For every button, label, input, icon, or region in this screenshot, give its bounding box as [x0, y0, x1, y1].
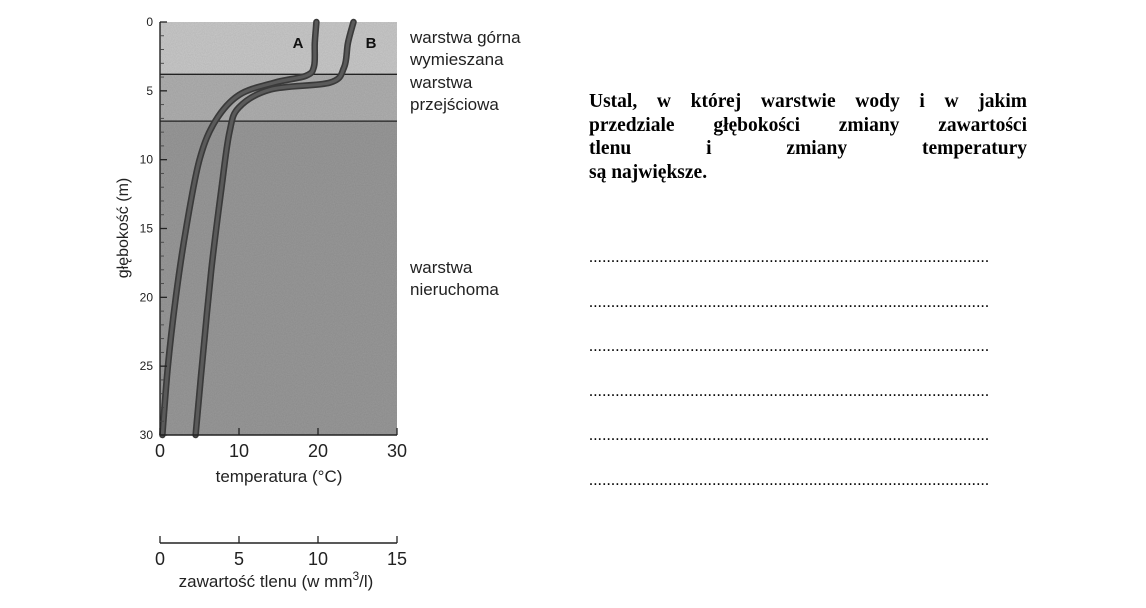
- y-tick-label: 5: [146, 83, 153, 98]
- y-axis-label: głębokość (m): [115, 177, 132, 279]
- layer-label-still-line2: nieruchoma: [410, 280, 499, 299]
- layer-label-upper-line1: warstwa górna: [410, 28, 521, 47]
- series-label-b: B: [365, 35, 377, 52]
- x2-axis-label-sup: 3: [352, 569, 360, 583]
- layer-label-upper: [409, 28, 521, 69]
- y-tick-label: 15: [139, 221, 153, 236]
- question-line: przedziale głębokości zmiany zawartości: [589, 114, 1027, 136]
- y-tick-label: 10: [139, 152, 153, 167]
- answer-line[interactable]: ...........................................................................................: [589, 293, 990, 311]
- x2-axis-label: [179, 569, 374, 591]
- y-tick-label: 25: [139, 359, 153, 374]
- x2-tick-label: 5: [233, 549, 245, 569]
- layer-label-upper-line2: wymieszana: [410, 50, 504, 69]
- y-tick-label: 0: [146, 15, 153, 29]
- question-line: tlenu i zmiany temperatury: [589, 138, 1027, 159]
- answer-line[interactable]: ...........................................................................................: [589, 382, 990, 400]
- answer-line[interactable]: ...........................................................................................: [589, 249, 990, 266]
- x2-tick-label: 0: [154, 549, 166, 569]
- x-tick-label: 0: [154, 441, 166, 461]
- x-axis-label: temperatura (°C): [215, 467, 343, 486]
- answer-area[interactable]: [589, 248, 1029, 516]
- layer-label-still-line1: warstwa: [410, 258, 473, 277]
- layer-label-transition: [409, 73, 499, 114]
- layer-label-still: [409, 258, 499, 299]
- x2-axis-label-suffix: /l): [359, 572, 374, 591]
- x-tick-label: 30: [386, 441, 408, 461]
- y-tick-label: 20: [139, 290, 153, 305]
- x2-axis-label-prefix: zawartość tlenu (w mm: [178, 572, 353, 591]
- answer-line[interactable]: ...........................................................................................: [589, 471, 990, 489]
- layer-label-transition-line1: warstwa: [410, 73, 473, 92]
- question-line: są największe.: [589, 161, 708, 183]
- x-tick-label: 10: [228, 441, 250, 461]
- question-line: Ustal, w której warstwie wody i w jakim: [589, 91, 1027, 112]
- answer-line[interactable]: ...........................................................................................: [589, 427, 990, 445]
- x2-tick-label: 15: [386, 549, 408, 569]
- answer-line[interactable]: ...........................................................................................: [589, 338, 990, 356]
- band-upper-mixed-layer-texture: [160, 22, 397, 74]
- series-label-a: A: [292, 35, 304, 52]
- x2-tick-label: 10: [307, 549, 329, 569]
- x-tick-label: 20: [307, 441, 329, 461]
- layer-label-transition-line2: przejściowa: [410, 95, 499, 114]
- y-tick-label: 30: [139, 428, 153, 442]
- question-text: [589, 90, 1027, 184]
